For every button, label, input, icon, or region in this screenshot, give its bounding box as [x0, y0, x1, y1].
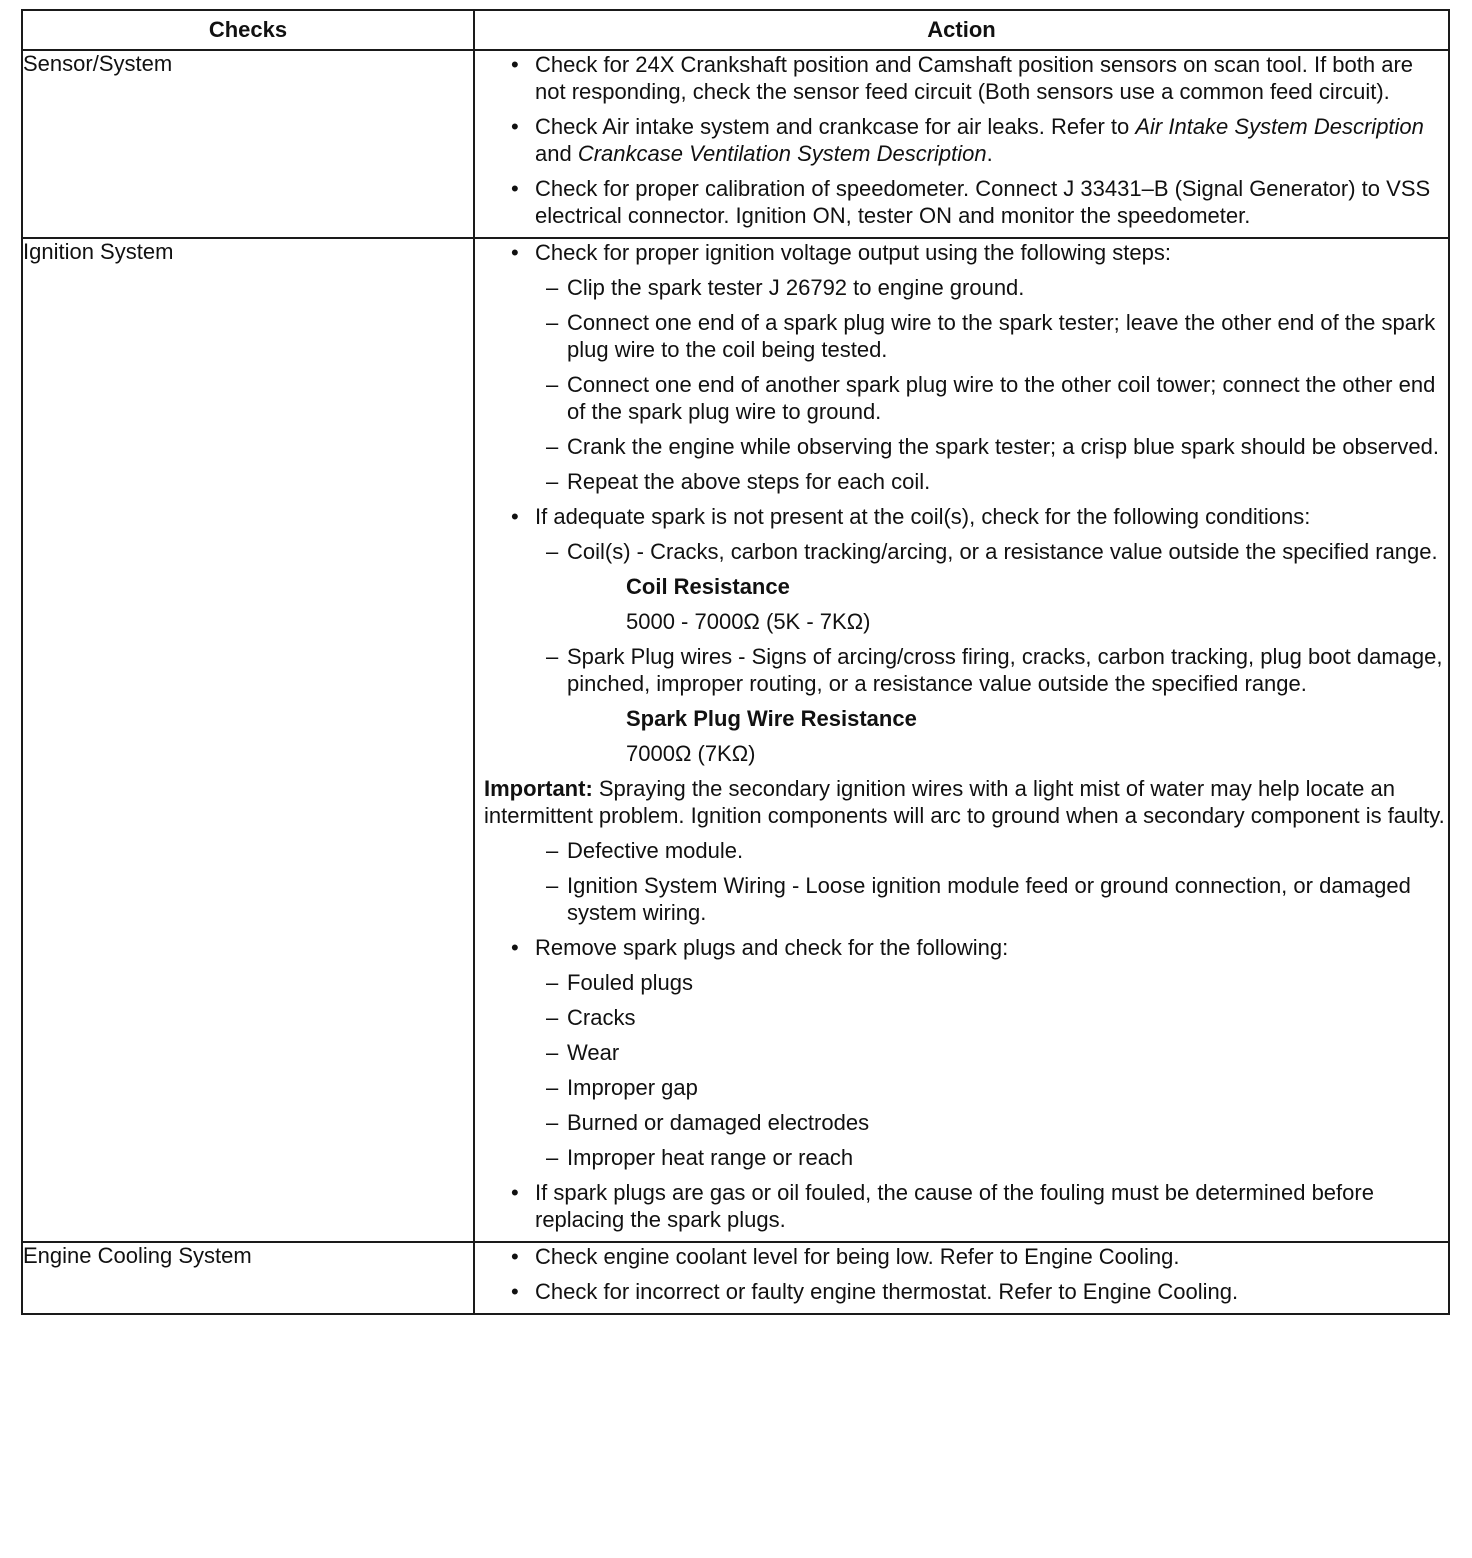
- check-cell: Engine Cooling System: [22, 1242, 474, 1314]
- diagnostic-table: [21, 9, 1450, 1315]
- sub-item: – Fouled plugs: [475, 969, 1448, 996]
- header-checks: Checks: [22, 10, 474, 50]
- header-action: Action: [474, 10, 1449, 50]
- sub-item: – Burned or damaged electrodes: [475, 1109, 1448, 1136]
- table-row: [22, 50, 1449, 238]
- important-label: Important:: [484, 776, 593, 801]
- list-item: • Check for proper calibration of speedometer. Connect J 33431–B (Signal Generator) to VSS electrical connector. Ignition ON, tester ON and monitor the speedometer.: [475, 175, 1448, 229]
- spec-value: 7000Ω (7KΩ): [626, 741, 756, 766]
- sub-item: – Crank the engine while observing the spark tester; a crisp blue spark should be observed.: [475, 433, 1448, 460]
- list-item: • Check Air intake system and crankcase for air leaks. Refer to Air Intake System Description and Crankcase Ventilation System Description.: [475, 113, 1448, 167]
- sub-item: – Defective module.: [475, 837, 1448, 864]
- sub-item: – Spark Plug wires - Signs of arcing/cross firing, cracks, carbon tracking, plug boot damage, pinched, improper routing, or a resistance value outside the specified range.: [475, 643, 1448, 697]
- action-cell: [474, 1242, 1449, 1314]
- reference-link: Crankcase Ventilation System Description: [577, 141, 987, 166]
- sub-item: – Connect one end of another spark plug wire to the other coil tower; connect the other end of the spark plug wire to ground.: [475, 371, 1448, 425]
- action-cell: [474, 238, 1449, 1242]
- list-item: • Check for incorrect or faulty engine thermostat. Refer to Engine Cooling.: [475, 1278, 1448, 1305]
- sub-item: – Improper gap: [475, 1074, 1448, 1101]
- table-row: [22, 1242, 1449, 1314]
- spec-value: 5000 - 7000Ω (5K - 7KΩ): [626, 609, 871, 634]
- sub-item: – Repeat the above steps for each coil.: [475, 468, 1448, 495]
- sub-item: – Wear: [475, 1039, 1448, 1066]
- reference-link: Air Intake System Description: [1135, 114, 1424, 139]
- sub-item: – Cracks: [475, 1004, 1448, 1031]
- sub-item: – Ignition System Wiring - Loose ignition module feed or ground connection, or damaged system wiring.: [475, 872, 1448, 926]
- list-item: • If spark plugs are gas or oil fouled, the cause of the fouling must be determined before replacing the spark plugs.: [475, 1179, 1448, 1233]
- check-cell: Sensor/System: [22, 50, 474, 238]
- list-item: • Remove spark plugs and check for the following:: [475, 934, 1448, 961]
- sub-item: – Coil(s) - Cracks, carbon tracking/arcing, or a resistance value outside the specified range.: [475, 538, 1448, 565]
- important-note: Important: Spraying the secondary ignition wires with a light mist of water may help locate an intermittent problem. Ignition components will arc to ground when a secondary component is faulty.: [484, 776, 1445, 828]
- list-item: • Check for 24X Crankshaft position and Camshaft position sensors on scan tool. If both are not responding, check the sensor feed circuit (Both sensors use a common feed circuit).: [475, 51, 1448, 105]
- table-row: [22, 238, 1449, 1242]
- list-item: • Check for proper ignition voltage output using the following steps:: [475, 239, 1448, 266]
- list-item: • If adequate spark is not present at the coil(s), check for the following conditions:: [475, 503, 1448, 530]
- sub-item: – Clip the spark tester J 26792 to engine ground.: [475, 274, 1448, 301]
- spec-heading: Spark Plug Wire Resistance: [626, 706, 917, 731]
- list-item: • Check engine coolant level for being low. Refer to Engine Cooling.: [475, 1243, 1448, 1270]
- check-cell: Ignition System: [22, 238, 474, 1242]
- sub-item: – Connect one end of a spark plug wire to the spark tester; leave the other end of the spark plug wire to the coil being tested.: [475, 309, 1448, 363]
- spec-heading: Coil Resistance: [626, 574, 790, 599]
- action-cell: [474, 50, 1449, 238]
- header-row: [22, 10, 1449, 50]
- sub-item: – Improper heat range or reach: [475, 1144, 1448, 1171]
